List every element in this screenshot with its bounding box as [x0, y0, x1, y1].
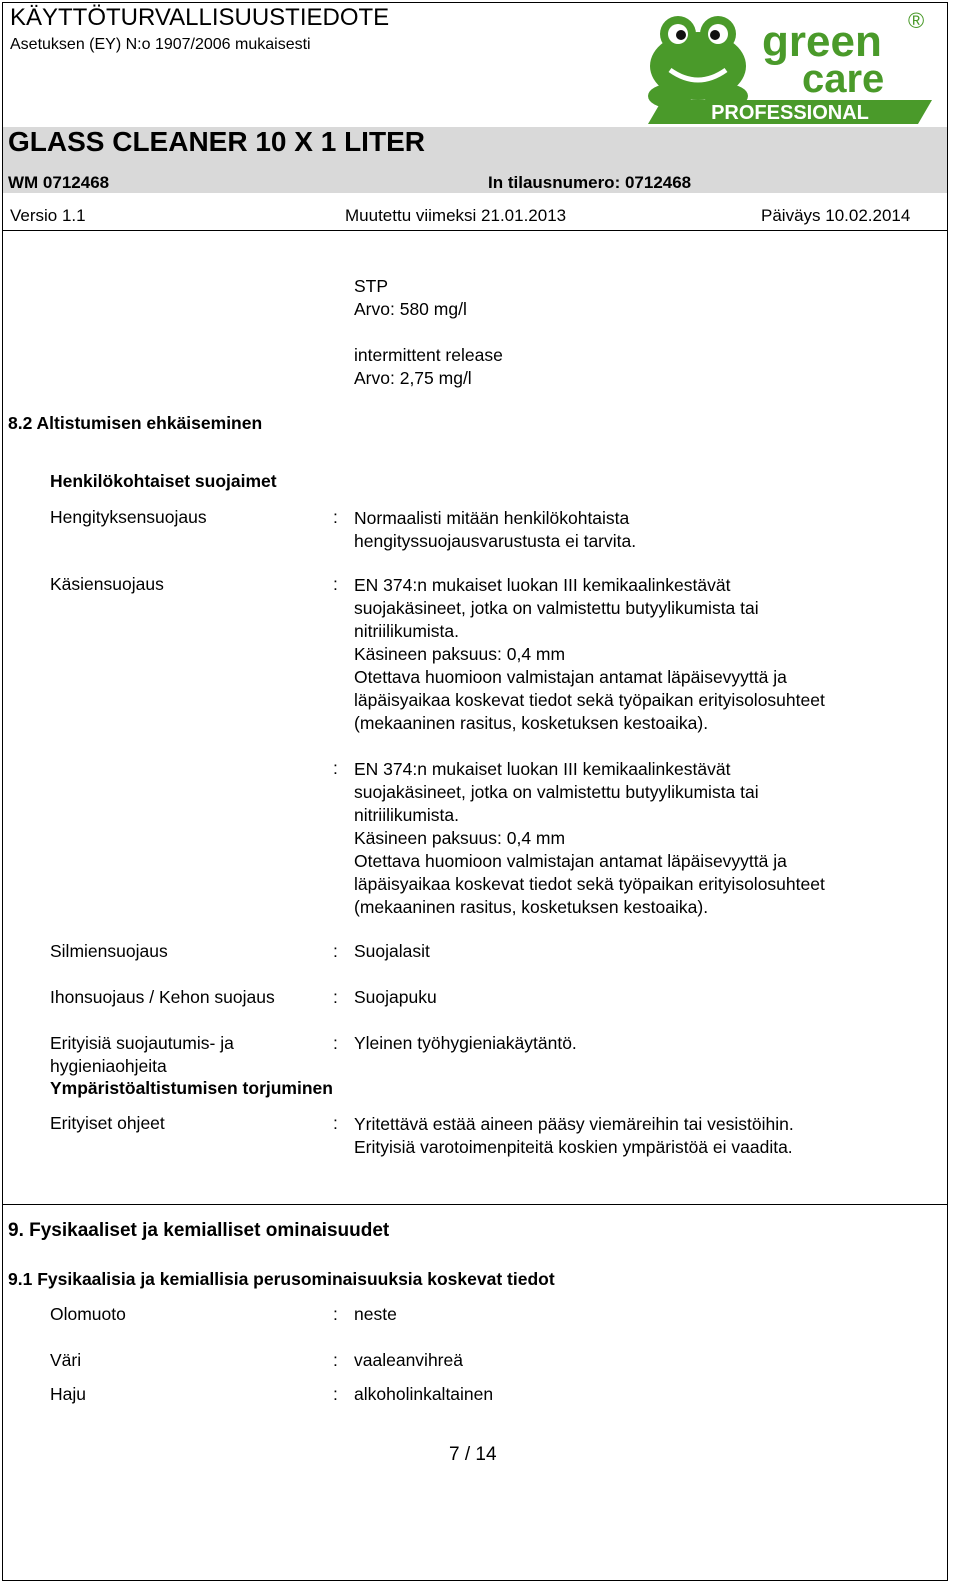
- eye-protection-value: Suojalasit: [354, 941, 430, 961]
- colon: :: [333, 507, 338, 527]
- colon: :: [333, 1113, 338, 1133]
- logo-green: green: [762, 17, 882, 66]
- logo-professional: PROFESSIONAL: [711, 102, 869, 124]
- stp-label: STP: [354, 276, 389, 296]
- print-date: Päiväys 10.02.2014: [761, 206, 911, 225]
- eye-protection-label: Silmiensuojaus: [50, 941, 168, 961]
- last-modified: Muutettu viimeksi 21.01.2013: [345, 206, 567, 225]
- hand-protection-value-1: EN 374:n mukaiset luokan III kemikaalinkestävät suojakäsineet, jotka on valmistettu butyylikumista tai nitriilikumista. Käsineen paksuus: 0,4 mm Otettava huomioon valmistajan antamat läpäisevyyttä ja läpäisyaikaa koskevat tiedot sekä työpaikan erityisolosuhteet (mekaaninen rasitus, kosketuksen kestoaika).: [354, 575, 825, 733]
- ppe-heading: Henkilökohtaiset suojaimet: [50, 471, 277, 491]
- wm-number: WM 0712468: [8, 173, 110, 192]
- intermittent-release-label: intermittent release: [354, 345, 503, 365]
- colon: :: [333, 1033, 338, 1053]
- header-divider: [3, 230, 947, 231]
- section-9-1-title: 9.1 Fysikaalisia ja kemiallisia perusominaisuuksia koskevat tiedot: [8, 1269, 555, 1289]
- order-number: In tilausnumero: 0712468: [488, 173, 692, 192]
- document-title: KÄYTTÖTURVALLISUUSTIEDOTE: [10, 4, 390, 31]
- page-number: 7 / 14: [449, 1444, 497, 1465]
- respiratory-value: Normaalisti mitään henkilökohtaista hengityssuojausvarustusta ei tarvita.: [354, 508, 637, 551]
- colon: :: [333, 1384, 338, 1404]
- regulation-subtitle: Asetuksen (EY) N:o 1907/2006 mukaisesti: [10, 36, 311, 53]
- colon: :: [333, 574, 338, 594]
- logo-care: care: [802, 57, 885, 101]
- hygiene-value: Yleinen työhygieniakäytäntö.: [354, 1033, 577, 1053]
- section-divider: [3, 1204, 947, 1205]
- version: Versio 1.1: [10, 206, 86, 225]
- section-8-2-title: 8.2 Altistumisen ehkäiseminen: [8, 413, 263, 433]
- section-9-title: 9. Fysikaaliset ja kemialliset ominaisuudet: [8, 1220, 390, 1241]
- colon: :: [333, 941, 338, 961]
- form-value: neste: [354, 1304, 397, 1324]
- hygiene-label-line1: Erityisiä suojautumis- ja: [50, 1033, 234, 1053]
- form-label: Olomuoto: [50, 1304, 126, 1324]
- hand-protection-value-2: EN 374:n mukaiset luokan III kemikaalinkestävät suojakäsineet, jotka on valmistettu butyylikumista tai nitriilikumista. Käsineen paksuus: 0,4 mm Otettava huomioon valmistajan antamat läpäisevyyttä ja läpäisyaikaa koskevat tiedot sekä työpaikan erityisolosuhteet (mekaaninen rasitus, kosketuksen kestoaika).: [354, 759, 825, 917]
- product-name: GLASS CLEANER 10 X 1 LITER: [8, 126, 425, 157]
- frog-logo-icon: [640, 4, 940, 126]
- environmental-heading: Ympäristöaltistumisen torjuminen: [50, 1078, 333, 1098]
- odor-value: alkoholinkaltainen: [354, 1384, 494, 1404]
- logo-registered: ®: [908, 8, 925, 33]
- skin-protection-label: Ihonsuojaus / Kehon suojaus: [50, 987, 275, 1007]
- special-instructions-value: Yritettävä estää aineen pääsy viemäreihin tai vesistöihin. Erityisiä varotoimenpiteitä koskien ympäristöä ei vaadita.: [354, 1114, 794, 1157]
- green-care-logo: [640, 4, 940, 126]
- special-instructions-label: Erityiset ohjeet: [50, 1113, 165, 1133]
- skin-protection-value: Suojapuku: [354, 987, 437, 1007]
- intermittent-release-value: Arvo: 2,75 mg/l: [354, 368, 472, 388]
- color-value: vaaleanvihreä: [354, 1350, 463, 1370]
- colon: :: [333, 1304, 338, 1324]
- colon: :: [333, 1350, 338, 1370]
- respiratory-label: Hengityksensuojaus: [50, 507, 207, 527]
- stp-value: Arvo: 580 mg/l: [354, 299, 467, 319]
- colon: :: [333, 758, 338, 778]
- odor-label: Haju: [50, 1384, 86, 1404]
- color-label: Väri: [50, 1350, 82, 1370]
- hand-protection-label: Käsiensuojaus: [50, 574, 164, 594]
- colon: :: [333, 987, 338, 1007]
- hygiene-label-line2: hygieniaohjeita: [50, 1056, 167, 1076]
